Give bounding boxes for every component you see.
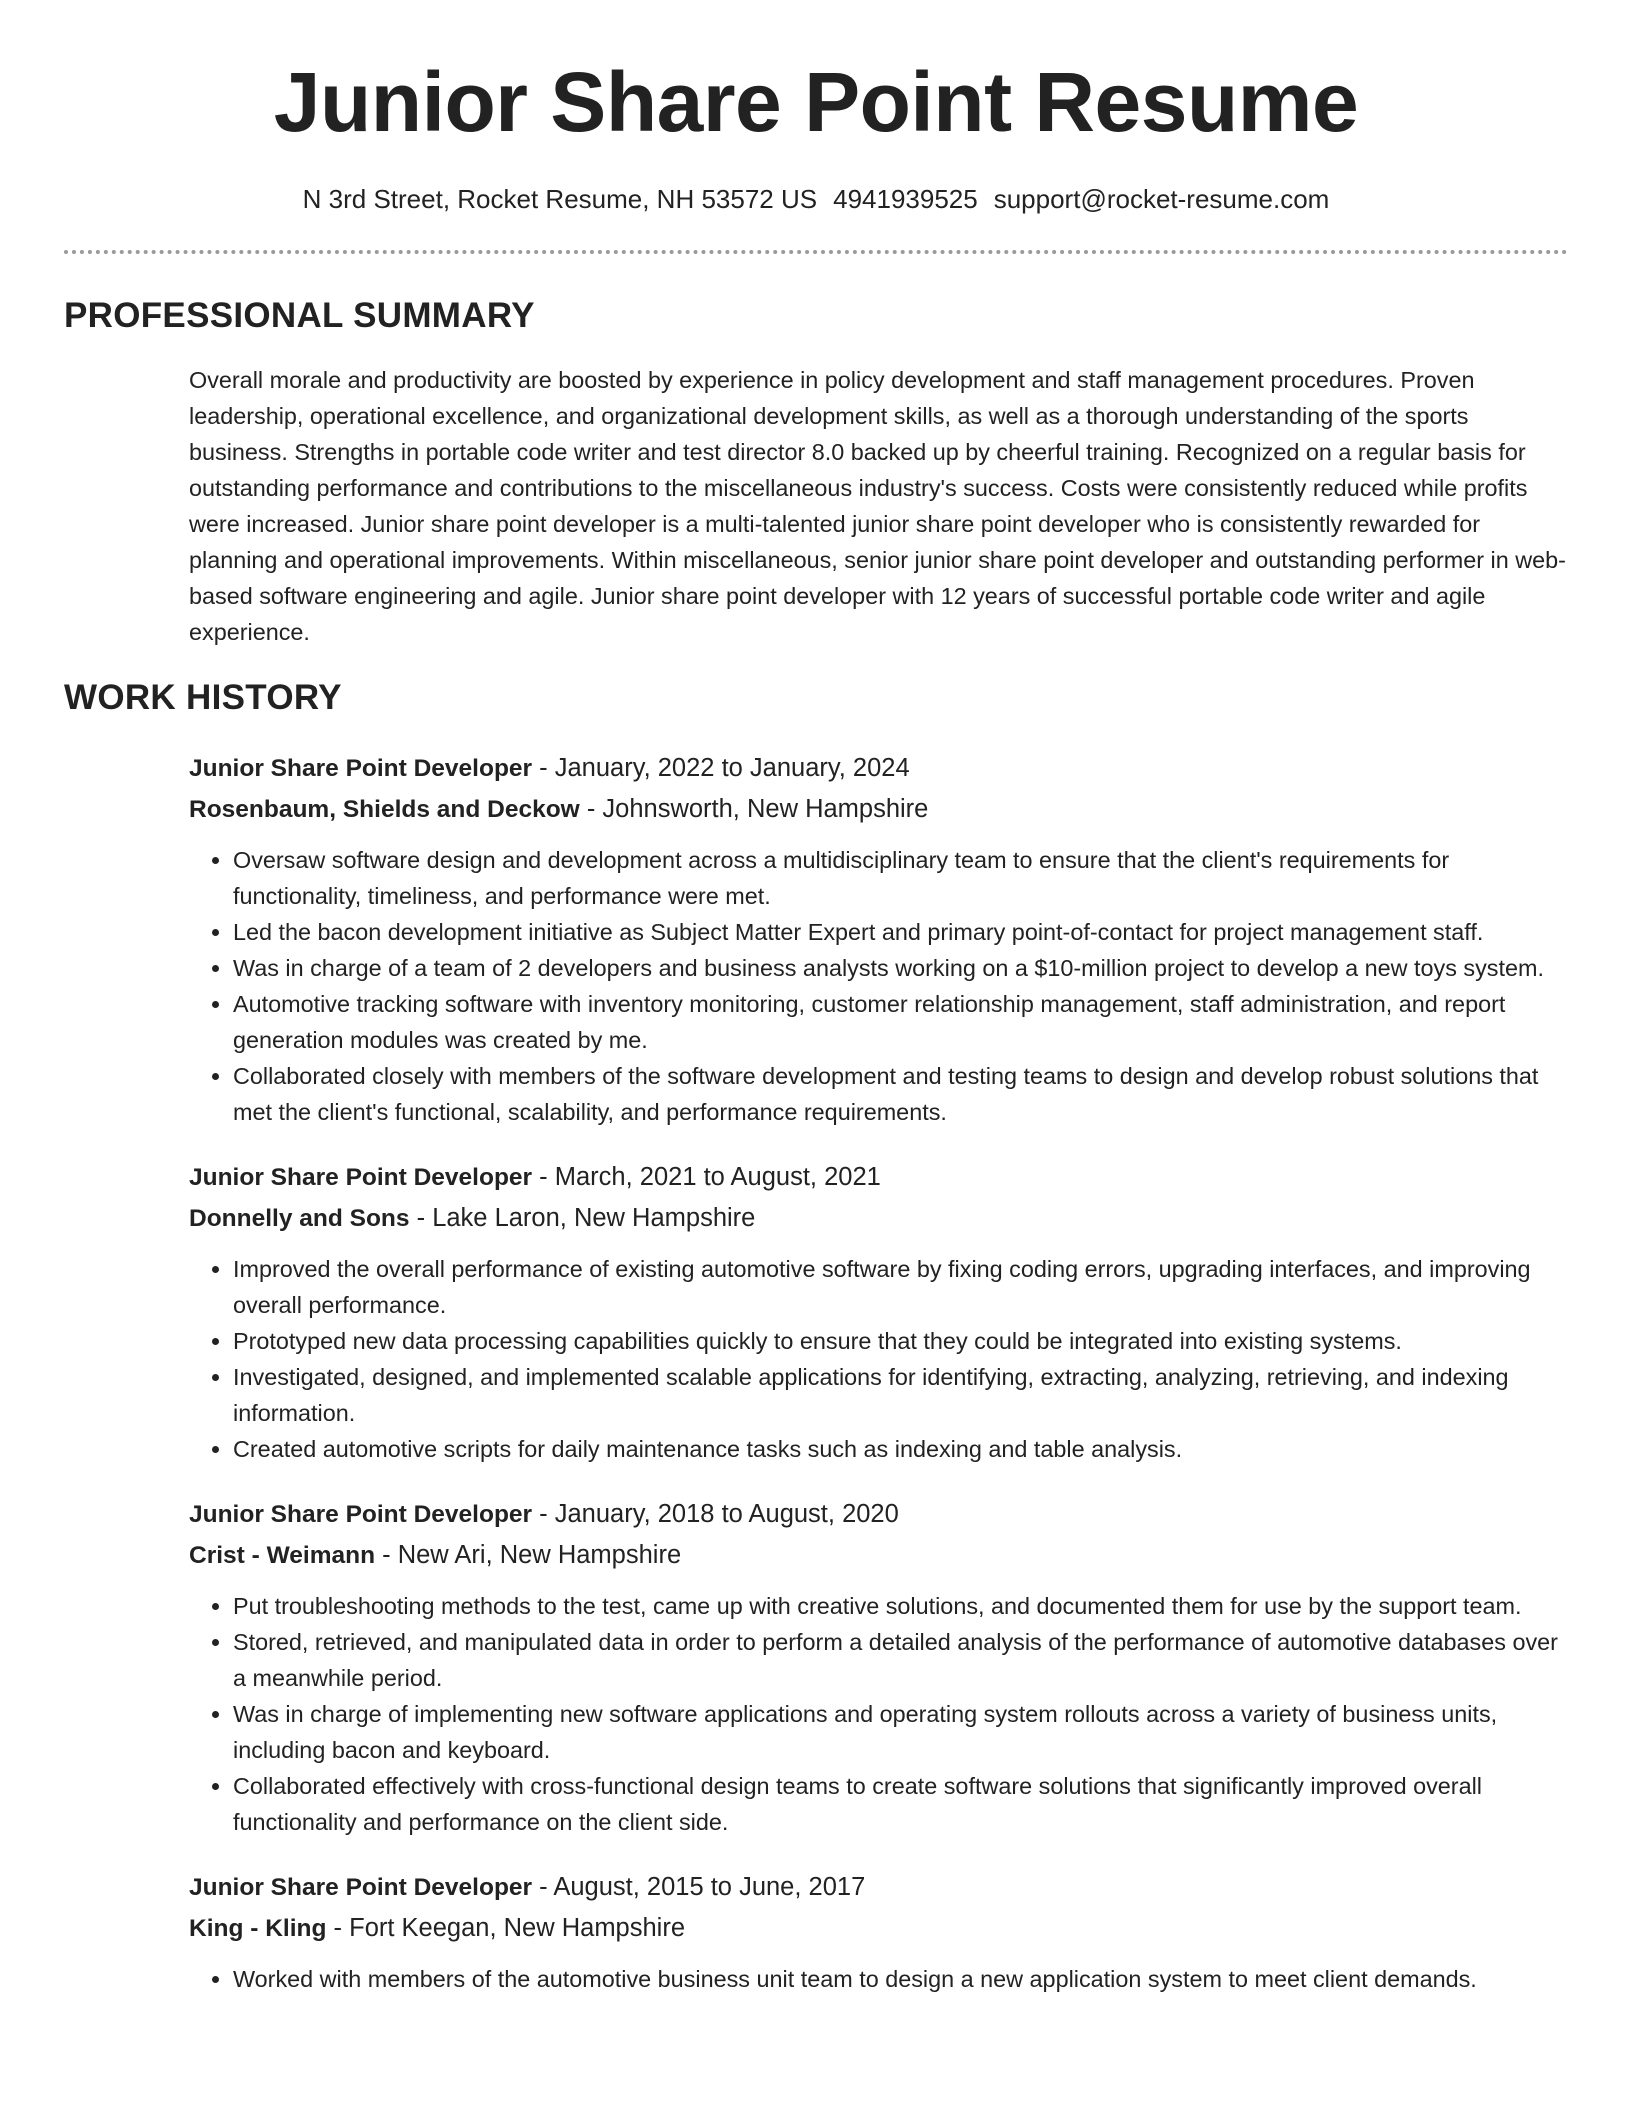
job-bullets: [189, 842, 1567, 1130]
job-bullet: • Worked with members of the automotive business unit team to design a new application system to meet client demands.: [233, 1961, 1567, 1997]
job-bullet: • Was in charge of implementing new software applications and operating system rollouts across a variety of business units, including bacon and keyboard.: [233, 1696, 1567, 1768]
resume-header: [0, 0, 1632, 216]
job-role-line: [189, 1867, 1567, 1908]
job-company: Crist - Weimann: [189, 1542, 376, 1569]
job-role-line: [189, 1494, 1567, 1535]
job-bullet: • Improved the overall performance of existing automotive software by fixing coding errors, upgrading interfaces, and improving overall performance.: [233, 1251, 1567, 1323]
job-company: Donnelly and Sons: [189, 1205, 410, 1232]
summary-text: Overall morale and productivity are boosted by experience in policy development and staff management procedures. Proven leadership, operational excellence, and organizational development skills, as well as a thorough understanding of the sports business. Strengths in portable code writer and test director 8.0 backed up by cheerful training. Recognized on a regular basis for outstanding performance and contributions to the miscellaneous industry's success. Costs were consistently reduced while profits were increased. Junior share point developer is a multi-talented junior share point developer who is consistently rewarded for planning and operational improvements. Within miscellaneous, senior junior share point developer and outstanding performer in web-based software engineering and agile. Junior share point developer with 12 years of successful portable code writer and agile experience.: [189, 367, 1566, 645]
summary-heading: PROFESSIONAL SUMMARY: [64, 296, 535, 335]
job-role-line: [189, 748, 1567, 789]
job-entry: [189, 748, 1567, 1130]
job-bullet: • Prototyped new data processing capabilities quickly to ensure that they could be integrated into existing systems.: [233, 1323, 1567, 1359]
contact-line: [0, 182, 1632, 216]
job-company: King - Kling: [189, 1915, 327, 1942]
job-role: Junior Share Point Developer: [189, 1501, 533, 1528]
work-history-heading: WORK HISTORY: [64, 678, 342, 717]
job-company-line: [189, 1198, 1567, 1239]
job-bullet: • Collaborated closely with members of the software development and testing teams to design and develop robust solutions that met the client's functional, scalability, and performance requirements.: [233, 1058, 1567, 1130]
job-bullet: • Led the bacon development initiative as Subject Matter Expert and primary point-of-contact for project management staff.: [233, 914, 1567, 950]
job-bullet: • Automotive tracking software with inventory monitoring, customer relationship management, staff administration, and report generation modules was created by me.: [233, 986, 1567, 1058]
job-role: Junior Share Point Developer: [189, 755, 533, 782]
job-bullet: • Was in charge of a team of 2 developers and business analysts working on a $10-million project to develop a new toys system.: [233, 950, 1567, 986]
job-location: - Lake Laron, New Hampshire: [409, 1204, 756, 1232]
job-bullets: [189, 1961, 1567, 1997]
job-dates: - August, 2015 to June, 2017: [532, 1873, 866, 1901]
job-bullet: • Stored, retrieved, and manipulated data in order to perform a detailed analysis of the performance of automotive databases over a meanwhile period.: [233, 1624, 1567, 1696]
job-location: - New Ari, New Hampshire: [375, 1541, 682, 1569]
work-history: [189, 748, 1567, 2024]
job-company-line: [189, 1535, 1567, 1576]
job-bullet: • Investigated, designed, and implemented scalable applications for identifying, extracting, analyzing, retrieving, and indexing information.: [233, 1359, 1567, 1431]
job-dates: - March, 2021 to August, 2021: [532, 1163, 881, 1191]
contact-phone: 4941939525: [833, 184, 978, 214]
job-role: Junior Share Point Developer: [189, 1874, 533, 1901]
job-entry: [189, 1157, 1567, 1467]
job-dates: - January, 2022 to January, 2024: [532, 754, 910, 782]
job-company: Rosenbaum, Shields and Deckow: [189, 796, 580, 823]
job-bullet: • Collaborated effectively with cross-functional design teams to create software solutions that significantly improved overall functionality and performance on the client side.: [233, 1768, 1567, 1840]
job-bullet: • Oversaw software design and development across a multidisciplinary team to ensure that the client's requirements for functionality, timeliness, and performance were met.: [233, 842, 1567, 914]
job-bullets: [189, 1588, 1567, 1840]
job-company-line: [189, 789, 1567, 830]
job-bullets: [189, 1251, 1567, 1467]
job-company-line: [189, 1908, 1567, 1949]
job-bullet: • Put troubleshooting methods to the test, came up with creative solutions, and documented them for use by the support team.: [233, 1588, 1567, 1624]
job-location: - Fort Keegan, New Hampshire: [326, 1914, 686, 1942]
job-location: - Johnsworth, New Hampshire: [579, 795, 929, 823]
header-divider: [64, 250, 1568, 254]
job-bullet: • Created automotive scripts for daily maintenance tasks such as indexing and table analysis.: [233, 1431, 1567, 1467]
job-role-line: [189, 1157, 1567, 1198]
job-role: Junior Share Point Developer: [189, 1164, 533, 1191]
contact-address: N 3rd Street, Rocket Resume, NH 53572 US: [302, 184, 818, 214]
job-entry: [189, 1494, 1567, 1840]
resume-title: Junior Share Point Resume: [273, 55, 1359, 149]
contact-email: support@rocket-resume.com: [993, 184, 1330, 214]
job-entry: [189, 1867, 1567, 1997]
job-dates: - January, 2018 to August, 2020: [532, 1500, 899, 1528]
